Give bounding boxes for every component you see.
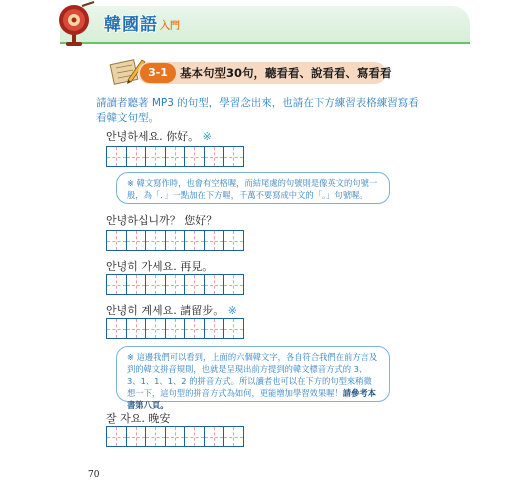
section-number-badge: 3-1 — [140, 63, 176, 83]
grid-cell[interactable] — [224, 231, 244, 250]
drum-icon — [52, 0, 100, 48]
sentence-5-chinese: 晚安 — [148, 412, 171, 425]
grid-cell[interactable] — [185, 427, 205, 446]
grid-cell[interactable] — [224, 319, 244, 338]
grid-cell[interactable] — [107, 319, 127, 338]
sentence-3 — [106, 260, 213, 274]
writing-grid-4[interactable] — [106, 318, 244, 339]
note-box-2 — [116, 346, 390, 410]
grid-cell[interactable] — [107, 231, 127, 250]
grid-cell[interactable] — [185, 231, 205, 250]
grid-cell[interactable] — [205, 319, 225, 338]
note-2-paragraph — [127, 351, 379, 411]
grid-cell[interactable] — [166, 275, 186, 294]
grid-cell[interactable] — [185, 319, 205, 338]
grid-cell[interactable] — [166, 231, 186, 250]
grid-cell[interactable] — [107, 147, 127, 166]
writing-grid-2[interactable] — [106, 230, 244, 251]
sentence-1 — [106, 130, 212, 144]
sentence-3-korean: 안녕히 가세요. — [106, 260, 177, 273]
grid-cell[interactable] — [185, 147, 205, 166]
grid-cell[interactable] — [205, 427, 225, 446]
grid-cell[interactable] — [127, 231, 147, 250]
sentence-1-korean: 안녕하세요. — [106, 130, 163, 143]
grid-cell[interactable] — [127, 147, 147, 166]
writing-grid-1[interactable] — [106, 146, 244, 167]
book-subtitle: 入門 — [160, 21, 180, 32]
grid-cell[interactable] — [146, 231, 166, 250]
grid-cell[interactable] — [224, 427, 244, 446]
grid-cell[interactable] — [107, 427, 127, 446]
grid-cell[interactable] — [146, 275, 166, 294]
sentence-4-mark: ※ — [227, 304, 237, 317]
writing-grid-3[interactable] — [106, 274, 244, 295]
page-number: 70 — [88, 470, 100, 480]
note-2-bold-text: 請參考本書第八頁。 — [127, 388, 376, 410]
instruction-text: 請讀者聽著 MP3 的句型，學習念出來，也請在下方練習表格練習寫看看韓文句型。 — [96, 97, 419, 124]
sentence-2-chinese: 您好？ — [184, 214, 218, 227]
sentence-1-mark: ※ — [202, 130, 212, 143]
grid-cell[interactable] — [205, 275, 225, 294]
grid-cell[interactable] — [107, 275, 127, 294]
grid-cell[interactable] — [127, 427, 147, 446]
grid-cell[interactable] — [146, 319, 166, 338]
grid-cell[interactable] — [205, 147, 225, 166]
sentence-3-chinese: 再見。 — [180, 260, 214, 273]
grid-cell[interactable] — [166, 427, 186, 446]
grid-cell[interactable] — [185, 275, 205, 294]
grid-cell[interactable] — [224, 147, 244, 166]
header-divider — [60, 42, 470, 44]
sentence-5-korean: 잘 자요. — [106, 412, 145, 425]
section-title: 基本句型30句，聽看看、說看看、寫看看 — [180, 66, 392, 80]
note-1-text: ※ 韓文寫作時，也會有空格喔，而結尾處的句號則是像英文的句號一般，為「．」一點加在下方喔，千萬不要寫成中文的「。」句號喔。 — [127, 178, 378, 200]
sentence-4-korean: 안녕히 계세요. — [106, 304, 177, 317]
sentence-4-chinese: 請留步。 — [180, 304, 225, 317]
grid-cell[interactable] — [146, 147, 166, 166]
note-box-1 — [116, 172, 390, 204]
sentence-4 — [106, 304, 237, 318]
sentence-2 — [106, 214, 217, 228]
sentence-1-chinese: 你好。 — [166, 130, 200, 143]
grid-cell[interactable] — [205, 231, 225, 250]
grid-cell[interactable] — [127, 275, 147, 294]
grid-cell[interactable] — [127, 319, 147, 338]
book-title: 韓國語 — [104, 15, 158, 35]
sentence-5 — [106, 412, 170, 426]
grid-cell[interactable] — [146, 427, 166, 446]
grid-cell[interactable] — [166, 319, 186, 338]
note-2-text: ※ 這邊我們可以看到，上面的六個韓文字，各自符合我們在前方言及到的韓文拼音規則，也就是呈現出前方提到的韓文標音方式的 3、3、1、1、1、2 的拼音方式。所以讀者也可以在下方的句型來稍微想一下，這句型的拼音方式為如何，更能增加學習效果喔！ — [127, 352, 378, 398]
grid-cell[interactable] — [166, 147, 186, 166]
sentence-2-korean: 안녕하십니까？ — [106, 214, 181, 227]
grid-cell[interactable] — [224, 275, 244, 294]
writing-grid-5[interactable] — [106, 426, 244, 447]
